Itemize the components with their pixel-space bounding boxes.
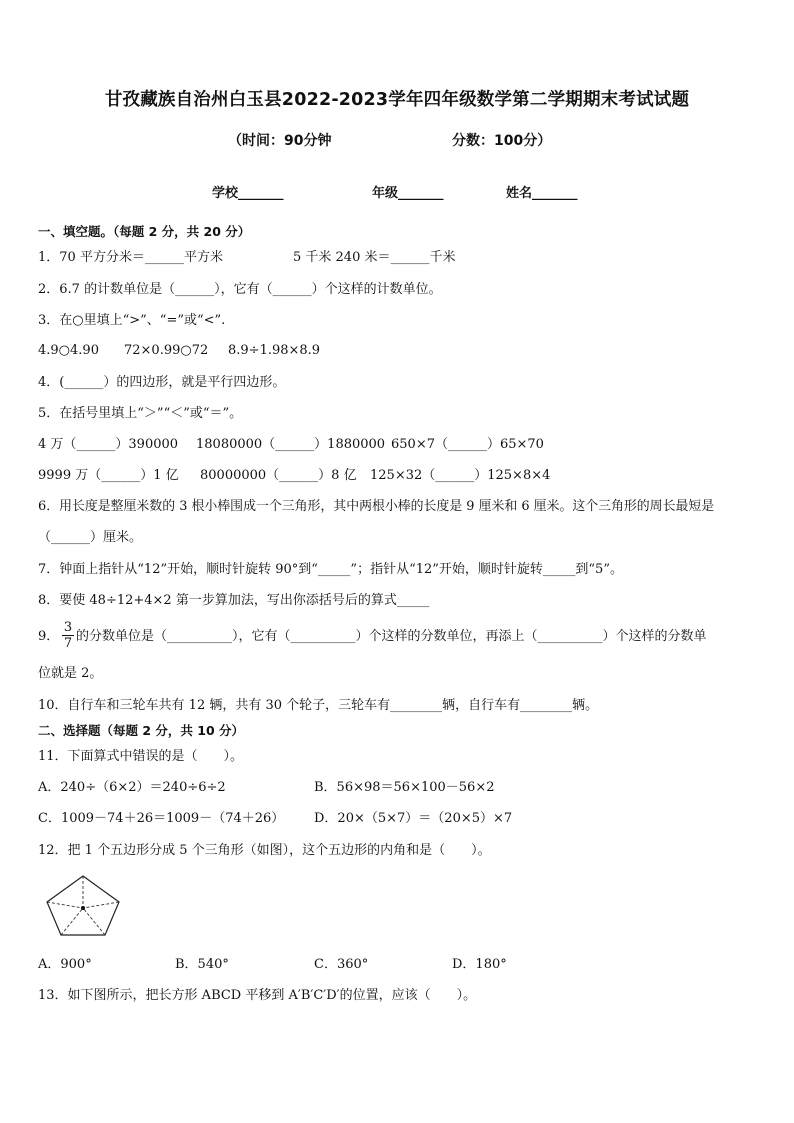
- fraction-numerator: 3: [63, 620, 73, 635]
- question-5: 5．在括号里填上“＞”“＜”或“＝”。: [38, 406, 243, 421]
- question-9-line2: 位就是 2。: [38, 666, 103, 681]
- question-7: 7．钟面上指针从“12”开始，顺时针旋转 90°到“_____”；指针从“12”开始，顺时针旋转_____到“5”。: [38, 562, 623, 577]
- question-3: 3．在○里填上“>”、“=”或“<”.: [38, 313, 226, 328]
- pentagon-figure: [44, 873, 122, 939]
- question-5-row2-c: 125×32（______）125×8×4: [370, 468, 551, 483]
- question-2: 2．6.7 的计数单位是（______），它有（______）个这样的计数单位。: [38, 282, 442, 297]
- question-12: 12．把 1 个五边形分成 5 个三角形（如图），这个五边形的内角和是（ ）。: [38, 843, 491, 858]
- fraction-denominator: 7: [63, 636, 73, 651]
- question-6-line1: 6．用长度是整厘米数的 3 根小棒围成一个三角形，其中两根小棒的长度是 9 厘米和 6 厘米。这个三角形的周长最短是: [38, 499, 715, 514]
- exam-time: （时间：90分钟: [228, 133, 332, 149]
- question-3b: 72×0.99○72: [124, 343, 209, 358]
- question-5-row2-a: 9999 万（______）1 亿: [38, 468, 179, 483]
- option-11-d[interactable]: D．20×（5×7）＝（20×5）×7: [314, 811, 513, 826]
- question-1b: 5 千米 240 米＝______千米: [293, 250, 456, 265]
- question-10: 10．自行车和三轮车共有 12 辆，共有 30 个轮子，三轮车有________辆，自行车有________辆。: [38, 698, 599, 713]
- option-12-c[interactable]: C．360°: [314, 957, 369, 972]
- question-5-row1-a: 4 万（______）390000: [38, 437, 179, 452]
- option-11-a[interactable]: A．240÷（6×2）＝240÷6÷2: [38, 780, 226, 795]
- question-4: 4．(______）的四边形，就是平行四边形。: [38, 375, 286, 390]
- school-field[interactable]: 学校_______: [212, 186, 284, 201]
- exam-title: 甘孜藏族自治州白玉县2022-2023学年四年级数学第二学期期末考试试题: [104, 90, 690, 110]
- question-5-row2-b: 80000000（______）8 亿: [200, 468, 357, 483]
- option-11-c[interactable]: C．1009－74＋26＝1009－（74＋26）: [38, 811, 285, 826]
- fraction-three-sevenths: [62, 620, 74, 651]
- question-9-number: 9．: [38, 629, 60, 644]
- option-12-b[interactable]: B．540°: [175, 957, 229, 972]
- question-1a: 1．70 平方分米＝______平方米: [38, 250, 223, 265]
- grade-field[interactable]: 年级_______: [372, 186, 444, 201]
- option-12-a[interactable]: A．900°: [38, 957, 92, 972]
- section1-heading: 一、填空题。（每题 2 分，共 20 分）: [38, 224, 251, 239]
- question-3a: 4.9○4.90: [38, 343, 99, 358]
- section2-heading: 二、选择题（每题 2 分，共 10 分）: [38, 723, 245, 738]
- question-11: 11．下面算式中错误的是（ ）。: [38, 749, 244, 764]
- question-3c: 8.9÷1.98×8.9: [228, 343, 321, 358]
- question-6-line2: （______）厘米。: [38, 530, 143, 545]
- name-field[interactable]: 姓名_______: [506, 186, 578, 201]
- question-1: [38, 249, 223, 267]
- question-5-row1-b: 18080000（______）1880000: [196, 437, 386, 452]
- exam-score: 分数：100分）: [452, 133, 552, 149]
- option-12-d[interactable]: D．180°: [452, 957, 507, 972]
- question-13: 13．如下图所示，把长方形 ABCD 平移到 A′B′C′D′的位置，应该（ ）。: [38, 988, 477, 1003]
- option-11-b[interactable]: B．56×98＝56×100－56×2: [314, 780, 495, 795]
- question-9-line1: 的分数单位是（__________），它有（__________）个这样的分数单位，再添上（__________）个这样的分数单: [76, 629, 707, 644]
- question-8: 8．要使 48÷12+4×2 第一步算加法，写出你添括号后的算式_____: [38, 593, 430, 608]
- question-5-row1-c: 650×7（______）65×70: [391, 437, 544, 452]
